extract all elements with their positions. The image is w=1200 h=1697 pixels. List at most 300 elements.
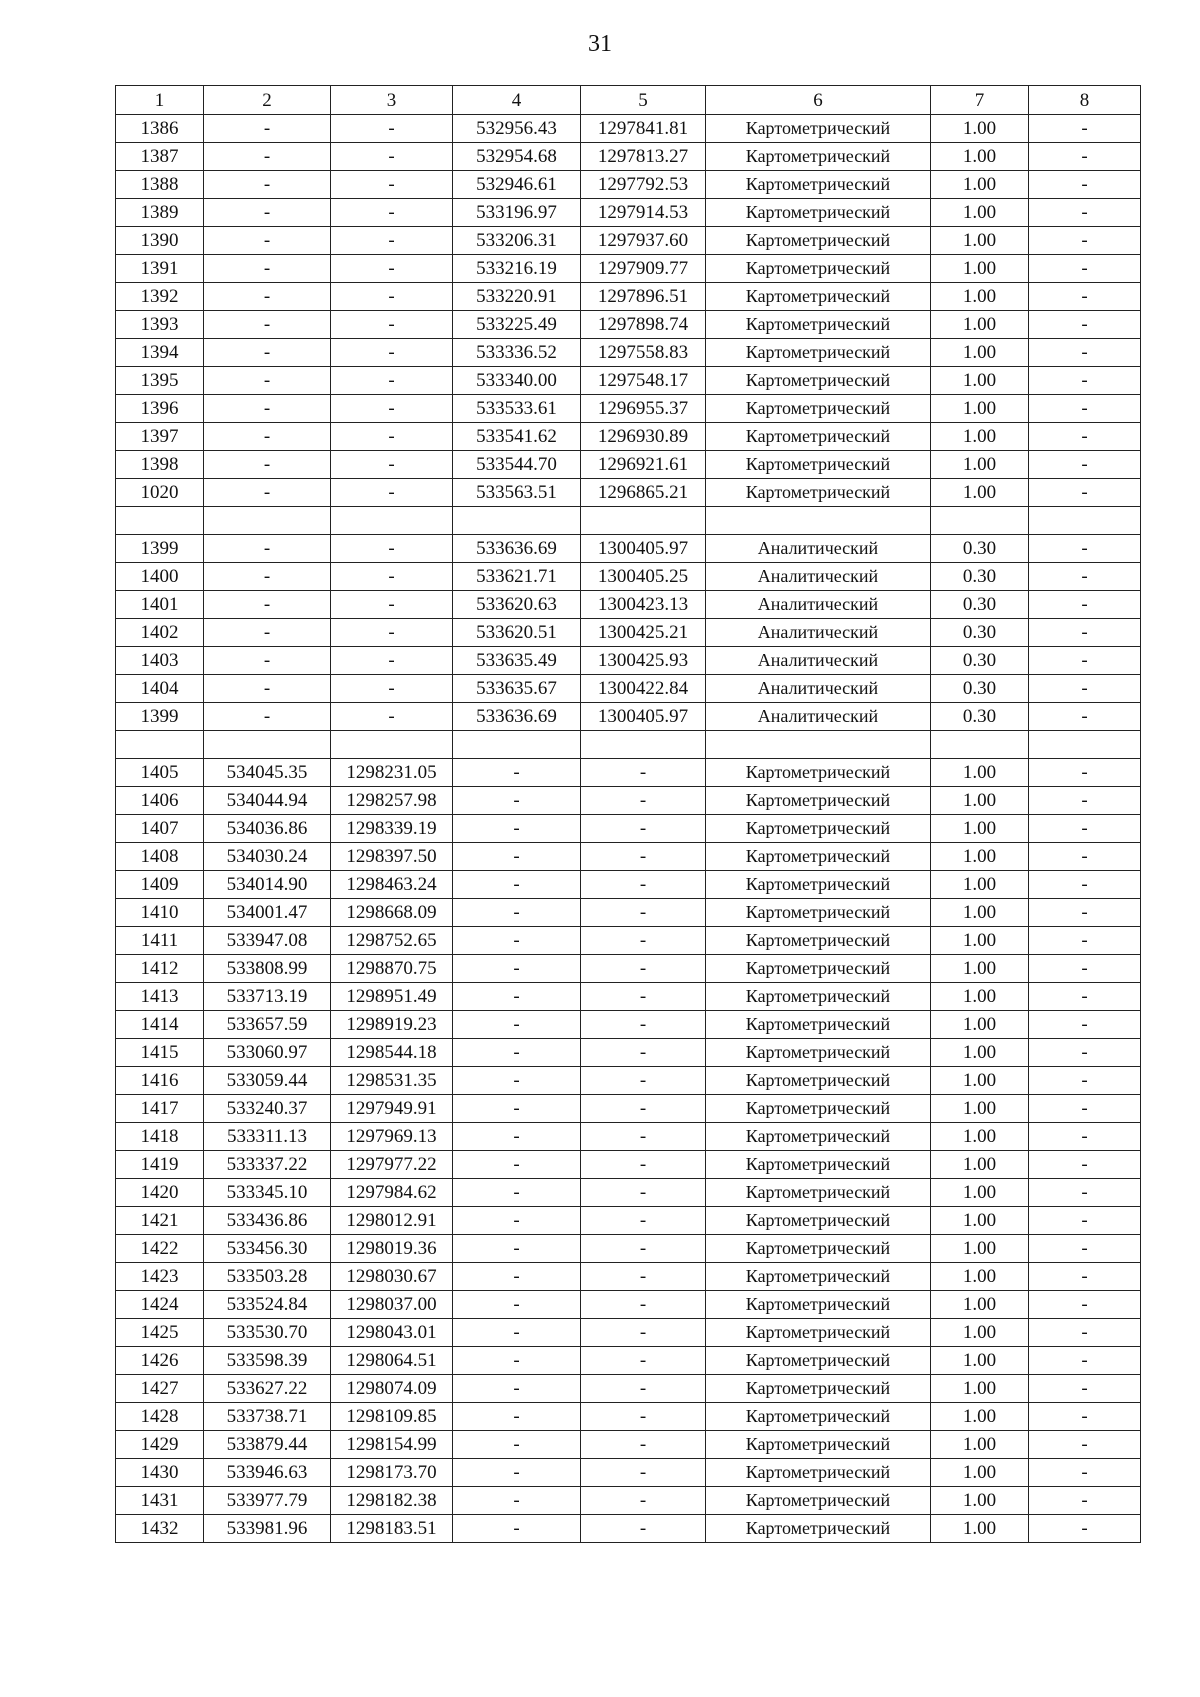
cell-y-existing: -: [331, 675, 453, 703]
cell-point-number: 1404: [116, 675, 204, 703]
cell-accuracy: 1.00: [931, 1431, 1029, 1459]
cell-x-existing: 533456.30: [204, 1235, 331, 1263]
cell-x-existing: 534030.24: [204, 843, 331, 871]
table-row: [116, 171, 1141, 199]
cell-accuracy: 1.00: [931, 115, 1029, 143]
cell-description: -: [1029, 843, 1141, 871]
cell-method: Картометрический: [706, 1487, 931, 1515]
table-row: [116, 367, 1141, 395]
cell-point-number: 1391: [116, 255, 204, 283]
cell-point-number: 1396: [116, 395, 204, 423]
cell-y-new: 1297898.74: [581, 311, 706, 339]
cell-x-existing: -: [204, 227, 331, 255]
cell-description: -: [1029, 1347, 1141, 1375]
cell-description: -: [1029, 255, 1141, 283]
cell-method: Картометрический: [706, 927, 931, 955]
cell-accuracy: 1.00: [931, 899, 1029, 927]
cell-accuracy: 1.00: [931, 339, 1029, 367]
cell-point-number: 1386: [116, 115, 204, 143]
cell-y-existing: -: [331, 115, 453, 143]
cell-method: Картометрический: [706, 227, 931, 255]
cell-method: Картометрический: [706, 395, 931, 423]
cell-description: [1029, 507, 1141, 535]
table-row: [116, 1011, 1141, 1039]
cell-description: -: [1029, 1459, 1141, 1487]
cell-x-existing: 533436.86: [204, 1207, 331, 1235]
cell-y-existing: -: [331, 311, 453, 339]
cell-point-number: 1408: [116, 843, 204, 871]
cell-accuracy: 1.00: [931, 1151, 1029, 1179]
cell-method: Картометрический: [706, 871, 931, 899]
cell-x-existing: -: [204, 619, 331, 647]
cell-x-new: -: [453, 1179, 581, 1207]
table-row: [116, 1347, 1141, 1375]
cell-y-existing: 1298752.65: [331, 927, 453, 955]
cell-y-existing: 1297977.22: [331, 1151, 453, 1179]
cell-y-new: -: [581, 1151, 706, 1179]
cell-description: -: [1029, 1263, 1141, 1291]
cell-x-existing: 533627.22: [204, 1375, 331, 1403]
cell-x-existing: [204, 731, 331, 759]
cell-y-new: 1297896.51: [581, 283, 706, 311]
cell-y-new: 1296921.61: [581, 451, 706, 479]
cell-description: -: [1029, 143, 1141, 171]
cell-description: -: [1029, 955, 1141, 983]
cell-x-new: 533340.00: [453, 367, 581, 395]
cell-x-new: -: [453, 759, 581, 787]
cell-x-existing: -: [204, 395, 331, 423]
cell-description: -: [1029, 227, 1141, 255]
cell-description: -: [1029, 1431, 1141, 1459]
cell-x-new: -: [453, 1347, 581, 1375]
table-row: [116, 199, 1141, 227]
table-row: [116, 1375, 1141, 1403]
cell-x-existing: -: [204, 339, 331, 367]
cell-y-existing: 1298397.50: [331, 843, 453, 871]
cell-y-existing: -: [331, 255, 453, 283]
cell-y-existing: -: [331, 339, 453, 367]
cell-point-number: 1401: [116, 591, 204, 619]
table-row: [116, 787, 1141, 815]
cell-point-number: 1400: [116, 563, 204, 591]
page-number: 31: [588, 31, 612, 57]
cell-description: -: [1029, 927, 1141, 955]
cell-y-new: -: [581, 955, 706, 983]
cell-y-new: 1296930.89: [581, 423, 706, 451]
cell-accuracy: 1.00: [931, 171, 1029, 199]
cell-x-existing: -: [204, 591, 331, 619]
column-header-5: 5: [581, 86, 706, 115]
cell-y-new: 1300405.97: [581, 703, 706, 731]
table-row: [116, 311, 1141, 339]
cell-point-number: 1399: [116, 535, 204, 563]
cell-y-new: -: [581, 1375, 706, 1403]
cell-x-new: [453, 507, 581, 535]
cell-method: Картометрический: [706, 255, 931, 283]
cell-x-existing: 533311.13: [204, 1123, 331, 1151]
cell-method: Картометрический: [706, 1375, 931, 1403]
cell-y-new: -: [581, 1403, 706, 1431]
cell-method: Аналитический: [706, 703, 931, 731]
cell-point-number: 1409: [116, 871, 204, 899]
cell-x-new: 533216.19: [453, 255, 581, 283]
cell-accuracy: 1.00: [931, 1095, 1029, 1123]
table-row: [116, 1235, 1141, 1263]
table-row: [116, 731, 1141, 759]
cell-point-number: 1418: [116, 1123, 204, 1151]
cell-method: Картометрический: [706, 1151, 931, 1179]
cell-y-new: [581, 507, 706, 535]
cell-y-new: 1297841.81: [581, 115, 706, 143]
cell-method: Картометрический: [706, 311, 931, 339]
cell-y-new: -: [581, 1067, 706, 1095]
cell-description: -: [1029, 339, 1141, 367]
cell-point-number: 1419: [116, 1151, 204, 1179]
cell-description: -: [1029, 787, 1141, 815]
cell-accuracy: 1.00: [931, 1011, 1029, 1039]
cell-method: Картометрический: [706, 1347, 931, 1375]
cell-x-existing: 533977.79: [204, 1487, 331, 1515]
cell-x-new: -: [453, 1011, 581, 1039]
table-row: [116, 927, 1141, 955]
cell-method: Картометрический: [706, 423, 931, 451]
cell-x-existing: 534014.90: [204, 871, 331, 899]
cell-method: Картометрический: [706, 199, 931, 227]
cell-description: -: [1029, 1179, 1141, 1207]
cell-point-number: 1415: [116, 1039, 204, 1067]
cell-method: Картометрический: [706, 1263, 931, 1291]
cell-accuracy: 1.00: [931, 1179, 1029, 1207]
cell-point-number: 1393: [116, 311, 204, 339]
cell-x-existing: 533738.71: [204, 1403, 331, 1431]
cell-y-existing: 1298257.98: [331, 787, 453, 815]
cell-accuracy: [931, 731, 1029, 759]
cell-x-existing: 534045.35: [204, 759, 331, 787]
cell-x-existing: 534036.86: [204, 815, 331, 843]
cell-accuracy: 1.00: [931, 1515, 1029, 1543]
cell-method: Картометрический: [706, 1067, 931, 1095]
cell-accuracy: 1.00: [931, 395, 1029, 423]
cell-x-new: 533544.70: [453, 451, 581, 479]
cell-x-new: -: [453, 1067, 581, 1095]
cell-point-number: [116, 507, 204, 535]
cell-y-new: -: [581, 1263, 706, 1291]
cell-accuracy: 1.00: [931, 1039, 1029, 1067]
cell-y-new: 1297558.83: [581, 339, 706, 367]
cell-description: -: [1029, 1039, 1141, 1067]
cell-method: Картометрический: [706, 115, 931, 143]
cell-x-existing: 533879.44: [204, 1431, 331, 1459]
cell-y-new: -: [581, 1235, 706, 1263]
cell-x-existing: 534001.47: [204, 899, 331, 927]
cell-y-existing: 1298531.35: [331, 1067, 453, 1095]
table-row: [116, 1151, 1141, 1179]
cell-x-existing: -: [204, 479, 331, 507]
table-row: [116, 227, 1141, 255]
cell-y-new: -: [581, 871, 706, 899]
cell-point-number: 1421: [116, 1207, 204, 1235]
cell-description: [1029, 731, 1141, 759]
cell-description: -: [1029, 563, 1141, 591]
cell-accuracy: 1.00: [931, 1375, 1029, 1403]
cell-y-new: 1300422.84: [581, 675, 706, 703]
cell-point-number: 1020: [116, 479, 204, 507]
cell-description: -: [1029, 423, 1141, 451]
table-row: [116, 1403, 1141, 1431]
cell-y-existing: -: [331, 479, 453, 507]
cell-method: Картометрический: [706, 1403, 931, 1431]
cell-y-existing: -: [331, 227, 453, 255]
cell-y-new: 1297792.53: [581, 171, 706, 199]
cell-point-number: 1426: [116, 1347, 204, 1375]
cell-description: -: [1029, 283, 1141, 311]
cell-x-new: [453, 731, 581, 759]
cell-accuracy: 1.00: [931, 1123, 1029, 1151]
table-row: [116, 759, 1141, 787]
cell-description: -: [1029, 1095, 1141, 1123]
cell-x-existing: 533345.10: [204, 1179, 331, 1207]
cell-description: -: [1029, 675, 1141, 703]
cell-description: -: [1029, 703, 1141, 731]
cell-y-existing: 1298544.18: [331, 1039, 453, 1067]
cell-y-new: -: [581, 1459, 706, 1487]
table-row: [116, 1095, 1141, 1123]
cell-x-new: -: [453, 787, 581, 815]
cell-method: Картометрический: [706, 1515, 931, 1543]
table-row: [116, 675, 1141, 703]
cell-y-existing: -: [331, 619, 453, 647]
cell-x-existing: 533981.96: [204, 1515, 331, 1543]
table-row: [116, 1067, 1141, 1095]
cell-method: Картометрический: [706, 283, 931, 311]
cell-y-existing: -: [331, 199, 453, 227]
cell-accuracy: 1.00: [931, 479, 1029, 507]
cell-y-new: -: [581, 759, 706, 787]
cell-y-existing: -: [331, 367, 453, 395]
cell-x-existing: -: [204, 115, 331, 143]
cell-point-number: 1424: [116, 1291, 204, 1319]
cell-y-existing: -: [331, 143, 453, 171]
cell-point-number: 1428: [116, 1403, 204, 1431]
cell-description: -: [1029, 1207, 1141, 1235]
cell-accuracy: 0.30: [931, 535, 1029, 563]
cell-description: -: [1029, 1151, 1141, 1179]
cell-x-existing: -: [204, 255, 331, 283]
cell-method: Аналитический: [706, 619, 931, 647]
cell-description: -: [1029, 899, 1141, 927]
table-row: [116, 1039, 1141, 1067]
cell-method: Картометрический: [706, 451, 931, 479]
cell-description: -: [1029, 367, 1141, 395]
cell-x-existing: 533657.59: [204, 1011, 331, 1039]
cell-description: -: [1029, 1375, 1141, 1403]
cell-x-existing: 533530.70: [204, 1319, 331, 1347]
cell-method: Картометрический: [706, 1431, 931, 1459]
table-row: [116, 339, 1141, 367]
column-header-6: 6: [706, 86, 931, 115]
cell-method: Аналитический: [706, 535, 931, 563]
cell-description: -: [1029, 479, 1141, 507]
cell-x-new: -: [453, 1207, 581, 1235]
cell-y-new: -: [581, 815, 706, 843]
cell-accuracy: 1.00: [931, 1347, 1029, 1375]
cell-y-existing: 1298109.85: [331, 1403, 453, 1431]
cell-y-existing: 1298919.23: [331, 1011, 453, 1039]
cell-x-new: -: [453, 1375, 581, 1403]
cell-point-number: [116, 731, 204, 759]
cell-y-new: 1297813.27: [581, 143, 706, 171]
column-header-3: 3: [331, 86, 453, 115]
cell-description: -: [1029, 171, 1141, 199]
cell-x-existing: 533947.08: [204, 927, 331, 955]
cell-x-new: 533635.67: [453, 675, 581, 703]
cell-point-number: 1399: [116, 703, 204, 731]
cell-y-existing: 1298463.24: [331, 871, 453, 899]
cell-y-existing: -: [331, 395, 453, 423]
table-row: [116, 619, 1141, 647]
table-row: [116, 479, 1141, 507]
cell-x-existing: 533713.19: [204, 983, 331, 1011]
cell-y-new: 1297548.17: [581, 367, 706, 395]
cell-x-existing: 533240.37: [204, 1095, 331, 1123]
cell-x-new: -: [453, 983, 581, 1011]
cell-point-number: 1416: [116, 1067, 204, 1095]
cell-method: [706, 507, 931, 535]
cell-accuracy: 1.00: [931, 1487, 1029, 1515]
table-row: [116, 1179, 1141, 1207]
cell-point-number: 1417: [116, 1095, 204, 1123]
cell-method: Картометрический: [706, 1207, 931, 1235]
cell-method: Картометрический: [706, 759, 931, 787]
cell-y-existing: 1298183.51: [331, 1515, 453, 1543]
cell-accuracy: 1.00: [931, 1235, 1029, 1263]
table-row: [116, 507, 1141, 535]
cell-x-existing: -: [204, 367, 331, 395]
cell-method: Аналитический: [706, 591, 931, 619]
cell-method: Картометрический: [706, 1011, 931, 1039]
cell-y-new: 1300425.21: [581, 619, 706, 647]
cell-x-new: 533196.97: [453, 199, 581, 227]
cell-method: Картометрический: [706, 843, 931, 871]
cell-method: Картометрический: [706, 367, 931, 395]
cell-y-existing: -: [331, 563, 453, 591]
cell-accuracy: [931, 507, 1029, 535]
cell-point-number: 1432: [116, 1515, 204, 1543]
cell-description: -: [1029, 1067, 1141, 1095]
column-header-8: 8: [1029, 86, 1141, 115]
cell-accuracy: 0.30: [931, 563, 1029, 591]
cell-point-number: 1403: [116, 647, 204, 675]
cell-y-new: -: [581, 1011, 706, 1039]
cell-x-new: 532956.43: [453, 115, 581, 143]
cell-accuracy: 1.00: [931, 283, 1029, 311]
cell-x-new: -: [453, 871, 581, 899]
cell-y-existing: 1297969.13: [331, 1123, 453, 1151]
cell-method: Картометрический: [706, 1179, 931, 1207]
cell-accuracy: 1.00: [931, 871, 1029, 899]
cell-accuracy: 1.00: [931, 787, 1029, 815]
cell-x-new: 533620.51: [453, 619, 581, 647]
table-row: [116, 115, 1141, 143]
cell-description: -: [1029, 1291, 1141, 1319]
cell-accuracy: 1.00: [931, 955, 1029, 983]
cell-x-existing: -: [204, 199, 331, 227]
cell-description: -: [1029, 1487, 1141, 1515]
cell-x-existing: -: [204, 703, 331, 731]
table-row: [116, 1207, 1141, 1235]
cell-method: Картометрический: [706, 787, 931, 815]
cell-x-existing: -: [204, 423, 331, 451]
cell-y-new: 1297937.60: [581, 227, 706, 255]
cell-x-new: -: [453, 1487, 581, 1515]
table-row: [116, 255, 1141, 283]
cell-y-existing: 1297984.62: [331, 1179, 453, 1207]
cell-point-number: 1422: [116, 1235, 204, 1263]
cell-y-new: 1300405.97: [581, 535, 706, 563]
cell-x-new: 533636.69: [453, 535, 581, 563]
table-row: [116, 535, 1141, 563]
cell-y-new: -: [581, 843, 706, 871]
cell-x-new: -: [453, 815, 581, 843]
cell-x-new: -: [453, 1235, 581, 1263]
cell-x-new: 533541.62: [453, 423, 581, 451]
cell-point-number: 1412: [116, 955, 204, 983]
cell-x-new: -: [453, 1039, 581, 1067]
cell-point-number: 1406: [116, 787, 204, 815]
cell-y-new: -: [581, 983, 706, 1011]
cell-description: -: [1029, 871, 1141, 899]
cell-y-new: -: [581, 1431, 706, 1459]
table-row: [116, 1515, 1141, 1543]
cell-description: -: [1029, 1235, 1141, 1263]
column-header-7: 7: [931, 86, 1029, 115]
cell-y-new: 1300423.13: [581, 591, 706, 619]
cell-description: -: [1029, 199, 1141, 227]
cell-x-new: 533336.52: [453, 339, 581, 367]
cell-y-new: -: [581, 1347, 706, 1375]
cell-accuracy: 1.00: [931, 1067, 1029, 1095]
cell-description: -: [1029, 591, 1141, 619]
cell-y-existing: 1298074.09: [331, 1375, 453, 1403]
cell-description: -: [1029, 647, 1141, 675]
cell-y-existing: 1298043.01: [331, 1319, 453, 1347]
cell-point-number: 1397: [116, 423, 204, 451]
table-row: [116, 283, 1141, 311]
table-row: [116, 1319, 1141, 1347]
cell-method: Аналитический: [706, 675, 931, 703]
table-row: [116, 1123, 1141, 1151]
cell-x-new: -: [453, 1095, 581, 1123]
cell-x-new: -: [453, 927, 581, 955]
cell-x-new: 533621.71: [453, 563, 581, 591]
cell-x-new: -: [453, 1291, 581, 1319]
table-row: [116, 1459, 1141, 1487]
cell-x-new: -: [453, 1431, 581, 1459]
cell-point-number: 1395: [116, 367, 204, 395]
cell-x-existing: 533946.63: [204, 1459, 331, 1487]
cell-point-number: 1425: [116, 1319, 204, 1347]
cell-y-new: -: [581, 899, 706, 927]
cell-accuracy: 1.00: [931, 367, 1029, 395]
cell-x-existing: 533808.99: [204, 955, 331, 983]
cell-point-number: 1392: [116, 283, 204, 311]
cell-description: -: [1029, 1123, 1141, 1151]
table-row: [116, 647, 1141, 675]
cell-y-new: -: [581, 1515, 706, 1543]
cell-description: -: [1029, 983, 1141, 1011]
table-row: [116, 899, 1141, 927]
cell-accuracy: 0.30: [931, 619, 1029, 647]
